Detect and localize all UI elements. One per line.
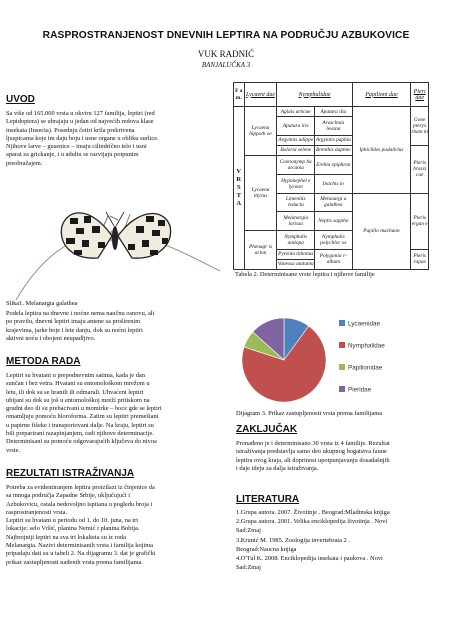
table-cell: Vanessa atalanta [277, 259, 315, 269]
text-line: rasprostranjenosti vrsta. [6, 508, 68, 516]
text-line: po pravilu, dnevni leptiri imaju antene sa proširenim [6, 318, 141, 326]
legend-swatch [339, 386, 345, 392]
text-line: 1.Grupa autora. 2007. Životinje . Beograd:Mladinska knjiga [236, 509, 390, 516]
text-line: grudni deo ili su prebacivani u momirke – boce gde se leptiri [6, 405, 162, 413]
table-cell: Melanargi a galathea [315, 193, 353, 212]
text-line: pripadaju dati su u tabeli 2. Na dijagramu 3. dat je grafički [6, 550, 156, 558]
col-nymphalidae: Nymphalidae [277, 83, 352, 107]
literatura-list [236, 508, 442, 572]
col-papilionidae: Papilioni dae [352, 83, 411, 107]
species-table [233, 82, 429, 270]
table-cell: Pieris rapae [411, 249, 429, 269]
table-cell: Pieris ergan e [411, 193, 429, 249]
text-line: ljuspicama koje im daju boju i usne organe u obliku surlice. [6, 134, 159, 142]
chart-caption: Dijagram 3. Prikaz zastupljenosti vrsta prema familijama [236, 410, 383, 417]
text-line: Najbrojniji leptiri na sva tri lokalteta su iz roda [6, 533, 126, 541]
table-cell: Iphiclides podalirius [352, 107, 411, 194]
legend-swatch [339, 320, 345, 326]
text-line: 2.Grupa autora. 2001. Velika enciklopedija životinja . Novi [236, 518, 388, 526]
legend-label: Papilionidae [348, 364, 383, 372]
table-caption: Tabela 2. Determinisane vrste leptira i njihove familije [235, 271, 375, 278]
legend-label: Lycaenidae [348, 320, 380, 328]
vrsta-label: V R S T A [234, 107, 245, 270]
table-cell: Gone pteryx rham ni [411, 107, 429, 146]
text-line: prikaz zastupljenosti nađenih vrsta prema familijama. [6, 558, 143, 566]
text-line: vrste. [6, 446, 21, 454]
table-cell: Aglais urticae [277, 107, 315, 117]
table-cell: Hyponephel e lycaon [277, 174, 315, 193]
rezultati-text [6, 484, 220, 567]
text-line: Determinisani su pomoću odgovarajućih ključeva do nivoa [6, 438, 157, 446]
text-line: istraživanja predstavlja samo deo ukupnog bogatstva faune [236, 448, 387, 456]
col-pieridae: Pieri dae [411, 83, 429, 107]
metoda-heading: METODA RADA [6, 356, 81, 367]
text-line: Njihove larve – gusenice – imaju cilindrično telo i usni [6, 143, 147, 151]
text-line: preobražajem. [6, 159, 43, 167]
col-lycaenidae: Lycaeni dae [244, 83, 277, 107]
table-cell: Limenitis reducta [277, 193, 315, 212]
table-cell: Phenagr is arion [244, 231, 277, 270]
table-cell: Erebia epiphron [315, 156, 353, 175]
table-cell: Pieris brassi cae [411, 145, 429, 193]
table-cell: Brenthis daphne [315, 145, 353, 155]
text-line: Sad:Zmaj [236, 564, 261, 572]
text-line: Sad:Zmaj [236, 527, 261, 535]
table-cell: Papilio machaon [352, 193, 411, 269]
table-cell: Coenonymp ha arcania [277, 156, 315, 175]
table-cell: Inachis io [315, 174, 353, 193]
text-line: u papirne fišeke i transportovani dalje. Na kraju, leptiri su [6, 421, 154, 429]
table-cell: Melanargia larissa [277, 212, 315, 231]
zakljucak-text [236, 440, 442, 473]
text-line: lokacije: selo Vršić, planina Nemić i planina Bobija. [6, 525, 140, 533]
page-title: RASPROSTRANJENOST DNEVNIH LEPTIRA NA PODRUČJU AZBUKOVICE [42, 30, 410, 41]
text-line: Leptiri su hvatani u periodu od 1. do 10. juna, na tri [6, 517, 139, 525]
text-line: letu, ili dok su se hranili ili odmarali. Uhvaćeni leptiri [6, 388, 144, 396]
uvod-text [6, 110, 220, 168]
uvod-text-2 [6, 310, 220, 343]
table-cell: Nymphalis polychlor os [315, 231, 353, 250]
text-line: Beograd:Naucna knjiga [236, 545, 297, 553]
table-cell: Pyronia tithonus [277, 249, 315, 259]
table-cell: Lycaena hippoth oe [244, 107, 277, 156]
legend-swatch [339, 364, 345, 370]
table-cell: Boloria selene [277, 145, 315, 155]
text-line: 4.O'Tul K. 2008. Enciklopedija insekata i paukova . Novi [236, 555, 383, 563]
text-line: Sa više od 165.000 vrsta u okviru 127 familija, leptiri (red [6, 110, 155, 117]
text-line: omamljuju pomoću hloroforma. Zatim su leptiri premeštani [6, 413, 159, 421]
legend-swatch [339, 342, 345, 348]
table-cell: Argynnis paphia [315, 135, 353, 145]
zakljucak-heading: ZAKLJUČAK [236, 424, 298, 435]
rezultati-heading: REZULTATI ISTRAŽIVANJA [6, 468, 135, 479]
literatura-heading: LITERATURA [236, 494, 300, 505]
text-line: krajevima, jarke boje i lete danju, dok su noćni leptiri [6, 326, 143, 334]
table-row-header: F a m. [234, 83, 245, 107]
table-cell: Polygonia c-album [315, 249, 353, 269]
text-line: aktivni noću i obojeni neupadljivo. [6, 334, 96, 342]
uvod-heading: UVOD [6, 94, 35, 105]
legend-label: Nymphalidae [348, 342, 385, 350]
table-cell: Lycaena tityrus [244, 156, 277, 231]
text-line: aparat za grickanje, i u adultu se razvijaju potpunim [6, 151, 139, 159]
butterfly-photo [6, 196, 220, 300]
text-line: Podela leptira na dnevne i noćne nema naučnu osnovu, ali [6, 310, 155, 317]
text-line: sunčan i bez vetra. Hvatani su entomološkom mrežom u [6, 380, 150, 388]
text-line: ubijani su dok su još u entomološkoj mreži pritiskom na [6, 396, 150, 404]
text-line: 3.Krunić M. 1985. Zoologija invertebrata 2 . [236, 536, 350, 544]
text-line: sa mnoga područja Zapadne Srbije, uključujući i [6, 492, 131, 500]
text-line: leptira ovog kraja, ali doprinosi upotpunjavanju dosadašnjih [236, 456, 390, 464]
table-cell: Argynnis adippe [277, 135, 315, 145]
text-line: Potreba za evidentiranjem leptira proizilazi iz činjenice da [6, 484, 155, 491]
table-cell: Apatura ilia [315, 107, 353, 117]
author-affiliation: BANJALUČKA 3 [201, 61, 251, 69]
text-line: Leptiri su hvatani u prepodnevnim satima, kada je dan [6, 372, 145, 379]
legend-label: Pieridae [348, 386, 372, 394]
text-line: Lepidoptera) se ubrajaju u jedan od najvećih redova klase [6, 118, 154, 126]
table-cell: Nymphalis antiopa [277, 231, 315, 250]
table-cell: Neptis sappho [315, 212, 353, 231]
photo-caption: Slika1. Melanargia galathea [6, 300, 78, 307]
family-pie-chart [236, 312, 432, 408]
text-line: Azbukovicu, ostala nedovoljno ispitana u pogledu broja i [6, 500, 153, 508]
author-name: VUK RADNIĆ [197, 49, 255, 59]
text-line: i daje ideju za dalja istraživanja. [236, 464, 319, 472]
metoda-text [6, 372, 220, 455]
table-cell: Araschnia levana [315, 117, 353, 136]
text-line: bili preparirani razapinjanjem, radi njihove determinacije. [6, 430, 154, 438]
text-line: insekata (Insecta). Posednju četiri krila prekrivena [6, 126, 135, 134]
text-line: Melanargia. Nazivi determinisanih vrsta i familija kojima [6, 542, 154, 550]
text-line: Pronađeno je i determinisano 30 vrsta iz 4 familije. Rezultat [236, 440, 390, 447]
table-cell: Apatura iris [277, 117, 315, 136]
